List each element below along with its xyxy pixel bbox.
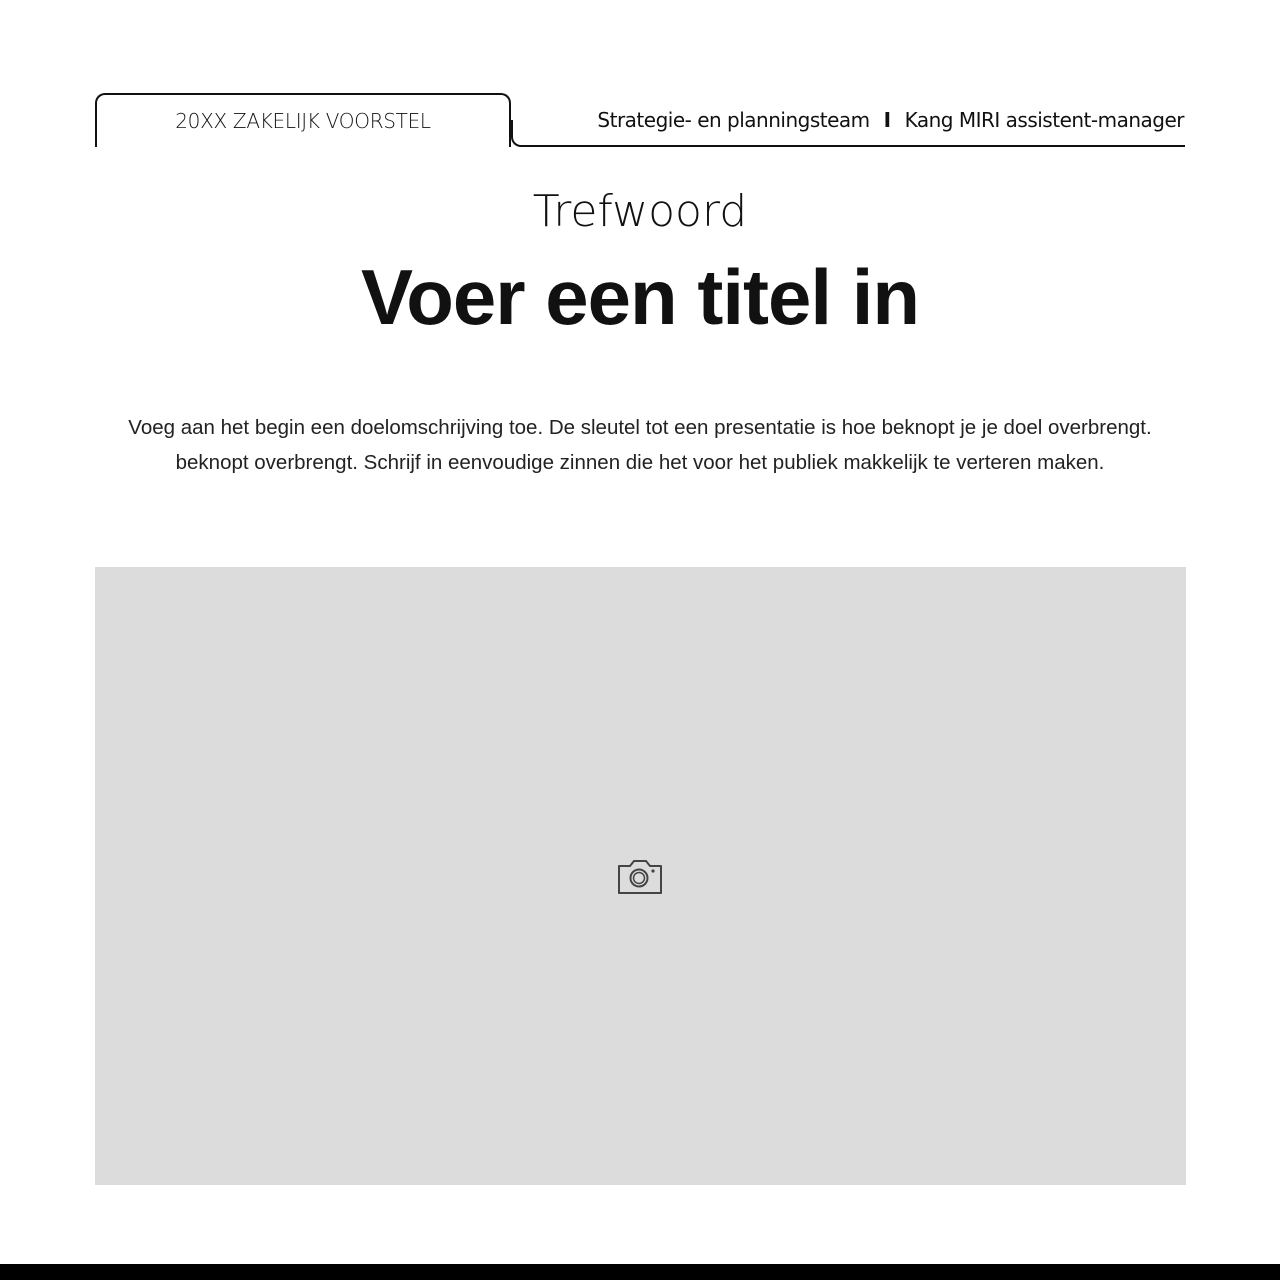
- bottom-bar: [0, 1264, 1280, 1280]
- page-title: Voer een titel in: [360, 253, 920, 341]
- proposal-tab: [95, 93, 511, 147]
- description: [60, 410, 1220, 480]
- keyword: Trefwoord: [532, 186, 748, 237]
- image-placeholder[interactable]: [95, 567, 1186, 1185]
- header-meta: [597, 108, 1184, 132]
- camera-icon: [616, 856, 664, 896]
- header-rule: [525, 145, 1185, 147]
- team-name: Strategie- en planningsteam: [597, 108, 870, 132]
- proposal-label: 20XX ZAKELIJK VOORSTEL: [175, 109, 431, 133]
- tab-divider: [511, 120, 527, 147]
- author-name: Kang MIRI assistent-manager: [904, 108, 1184, 132]
- separator: I: [883, 108, 891, 132]
- description-line: beknopt overbrengt. Schrijf in eenvoudige zinnen die het voor het publiek makkelijk te verteren maken.: [175, 451, 1105, 474]
- description-line: Voeg aan het begin een doelomschrijving toe. De sleutel tot een presentatie is hoe beknopt je je doel overbrengt.: [128, 416, 1152, 439]
